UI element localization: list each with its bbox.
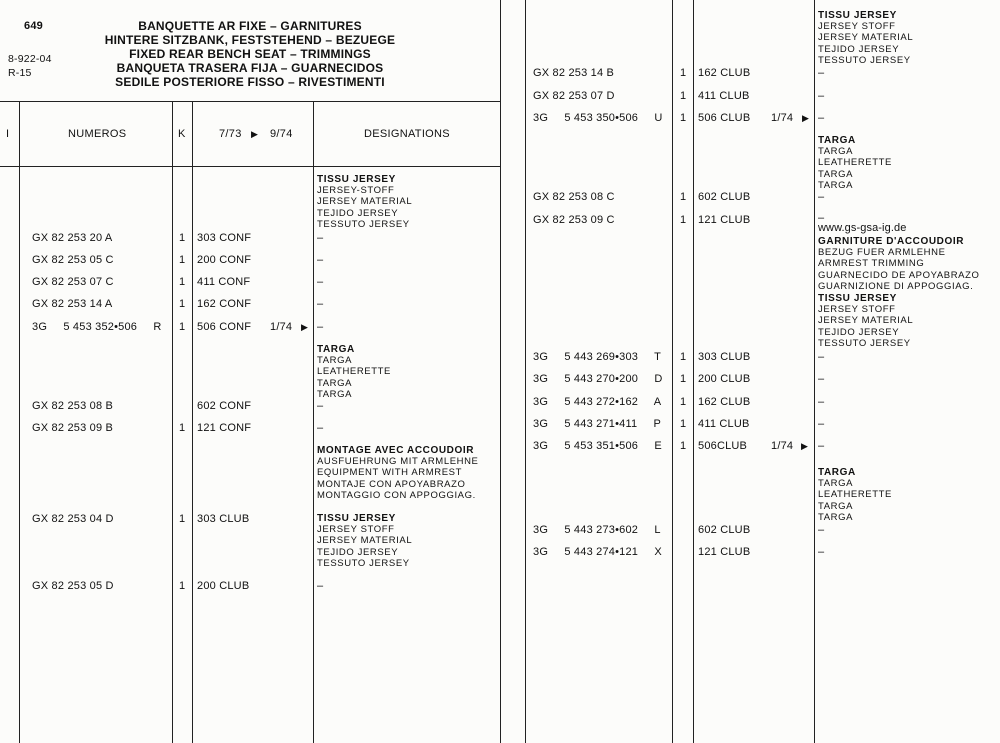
part-number: 3G 5 443 271•411 P bbox=[533, 418, 662, 430]
part-model: 162 CLUB bbox=[698, 396, 751, 408]
part-number: 3G 5 453 351•506 E bbox=[533, 440, 662, 452]
col-header-numeros: NUMEROS bbox=[68, 128, 127, 140]
part-number: GX 82 253 08 B bbox=[32, 400, 114, 412]
col-header-i: I bbox=[6, 128, 10, 140]
part-number: GX 82 253 14 B bbox=[533, 67, 615, 79]
part-number: GX 82 253 20 A bbox=[32, 232, 113, 244]
designation-line: TARGA bbox=[317, 377, 353, 389]
part-model: 303 CLUB bbox=[197, 513, 250, 525]
part-number: GX 82 253 09 C bbox=[533, 214, 615, 226]
part-number: GX 82 253 14 A bbox=[32, 298, 113, 310]
title-fr: BANQUETTE AR FIXE – GARNITURES bbox=[138, 19, 362, 33]
part-model: 121 CLUB bbox=[698, 214, 751, 226]
designation-block bbox=[317, 513, 412, 569]
part-number: 3G 5 443 274•121 X bbox=[533, 546, 662, 558]
designation-line: TARGA bbox=[317, 388, 353, 400]
designation-line: TEJIDO JERSEY bbox=[818, 326, 900, 338]
right-col-divider-dates bbox=[814, 0, 815, 743]
part-model: 411 CLUB bbox=[698, 418, 750, 430]
designation-block bbox=[317, 174, 412, 230]
part-model: 303 CLUB bbox=[698, 351, 751, 363]
designation-line: TESSUTO JERSEY bbox=[317, 557, 410, 569]
designation-line: TARGA bbox=[818, 146, 854, 158]
part-number: GX 82 253 05 D bbox=[32, 580, 114, 592]
right-col-divider-numeros bbox=[672, 0, 673, 743]
part-qty: 1 bbox=[680, 440, 687, 452]
part-desc: – bbox=[818, 524, 825, 536]
part-desc: – bbox=[818, 90, 825, 102]
right-col-divider-k bbox=[693, 0, 694, 743]
col-divider-k bbox=[192, 101, 193, 743]
part-desc: – bbox=[818, 112, 825, 124]
designation-heading: TARGA bbox=[818, 467, 856, 478]
designation-line: TARGA bbox=[818, 179, 854, 191]
designation-line: ARMREST TRIMMING bbox=[818, 258, 925, 270]
designation-heading: TARGA bbox=[317, 344, 355, 355]
col-header-k: K bbox=[178, 128, 186, 140]
part-date: 1/74 bbox=[771, 440, 794, 452]
designation-line: TARGA bbox=[317, 355, 353, 367]
part-model: 602 CLUB bbox=[698, 524, 751, 536]
designation-line: JERSEY-STOFF bbox=[317, 185, 395, 197]
header-divider-bottom bbox=[0, 166, 501, 167]
part-qty: 1 bbox=[179, 254, 186, 266]
designation-line: AUSFUEHRUNG MIT ARMLEHNE bbox=[317, 456, 479, 468]
designation-line: TARGA bbox=[818, 511, 854, 523]
part-desc: – bbox=[317, 254, 324, 266]
part-date: 1/74 bbox=[270, 321, 293, 333]
designation-line: LEATHERETTE bbox=[317, 366, 391, 378]
page-number: 649 bbox=[24, 20, 43, 32]
designation-line: MONTAGGIO CON APPOGGIAG. bbox=[317, 489, 476, 501]
part-number: 3G 5 443 272•162 A bbox=[533, 396, 662, 408]
part-desc: – bbox=[818, 351, 825, 363]
part-model: 506 CLUB bbox=[698, 112, 751, 124]
designation-line: TESSUTO JERSEY bbox=[818, 337, 911, 349]
part-number: 3G 5 453 352•506 R bbox=[32, 321, 162, 333]
revision-code: R-15 bbox=[8, 67, 32, 79]
date-arrow-icon: ▶ bbox=[802, 113, 809, 123]
part-desc: – bbox=[317, 276, 324, 288]
date-arrow-icon: ▶ bbox=[301, 322, 308, 332]
designation-heading: MONTAGE AVEC ACCOUDOIR bbox=[317, 445, 475, 456]
right-page-edge bbox=[525, 0, 526, 743]
part-model: 162 CLUB bbox=[698, 67, 751, 79]
part-model: 411 CONF bbox=[197, 276, 251, 288]
part-model: 303 CONF bbox=[197, 232, 252, 244]
page-title bbox=[80, 19, 420, 89]
designation-line: TARGA bbox=[818, 500, 854, 512]
designation-line: TARGA bbox=[818, 478, 854, 490]
designation-line: TESSUTO JERSEY bbox=[317, 218, 410, 230]
part-qty: 1 bbox=[680, 418, 687, 430]
part-qty: 1 bbox=[179, 580, 186, 592]
designation-line: TEJIDO JERSEY bbox=[818, 43, 900, 55]
reference-code: 8-922-04 bbox=[8, 53, 52, 65]
part-model: 506 CONF bbox=[197, 321, 252, 333]
designation-line: GUARNIZIONE DI APPOGGIAG. bbox=[818, 280, 974, 292]
part-desc: – bbox=[317, 232, 324, 244]
part-number: 3G 5 443 269•303 T bbox=[533, 351, 662, 363]
date-arrow-icon: ▶ bbox=[251, 129, 258, 139]
designation-line: JERSEY STOFF bbox=[818, 304, 896, 316]
part-qty: 1 bbox=[680, 373, 687, 385]
col-divider-numeros bbox=[172, 101, 173, 743]
part-desc: – bbox=[818, 67, 825, 79]
part-number: GX 82 253 04 D bbox=[32, 513, 114, 525]
part-desc: – bbox=[818, 418, 825, 430]
part-model: 200 CLUB bbox=[698, 373, 751, 385]
part-qty: 1 bbox=[680, 191, 687, 203]
part-number: GX 82 253 07 C bbox=[32, 276, 114, 288]
part-desc: – bbox=[818, 440, 825, 452]
designation-block bbox=[317, 344, 391, 400]
designation-line: LEATHERETTE bbox=[818, 157, 892, 169]
designation-line: MONTAJE CON APOYABRAZO bbox=[317, 478, 466, 490]
part-desc: – bbox=[317, 298, 324, 310]
part-qty: 1 bbox=[680, 112, 687, 124]
part-model: 411 CLUB bbox=[698, 90, 750, 102]
left-page-edge bbox=[500, 0, 501, 743]
part-qty: 1 bbox=[680, 90, 687, 102]
part-date: 1/74 bbox=[771, 112, 794, 124]
part-desc: – bbox=[818, 191, 825, 203]
part-number: 3G 5 443 273•602 L bbox=[533, 524, 661, 536]
part-model: 121 CONF bbox=[197, 422, 252, 434]
part-desc: – bbox=[818, 212, 825, 224]
part-qty: 1 bbox=[680, 351, 687, 363]
col-divider-i bbox=[19, 101, 20, 743]
part-qty: 1 bbox=[179, 298, 186, 310]
col-header-date-from: 7/73 bbox=[219, 128, 242, 140]
designation-heading: TARGA bbox=[818, 135, 856, 146]
part-model: 602 CLUB bbox=[698, 191, 751, 203]
watermark-url: www.gs-gsa-ig.de bbox=[818, 222, 907, 234]
date-arrow-icon: ▶ bbox=[801, 441, 808, 451]
part-qty: 1 bbox=[179, 232, 186, 244]
part-model: 121 CLUB bbox=[698, 546, 751, 558]
designation-line: JERSEY MATERIAL bbox=[818, 32, 914, 44]
part-desc: – bbox=[818, 546, 825, 558]
part-number: GX 82 253 05 C bbox=[32, 254, 114, 266]
designation-line: JERSEY MATERIAL bbox=[317, 535, 413, 547]
title-en: FIXED REAR BENCH SEAT – TRIMMINGS bbox=[129, 47, 371, 61]
title-de: HINTERE SITZBANK, FESTSTEHEND – BEZUEGE bbox=[104, 33, 396, 47]
part-number: 3G 5 443 270•200 D bbox=[533, 373, 663, 385]
part-model: 602 CONF bbox=[197, 400, 252, 412]
designation-line: GUARNECIDO DE APOYABRAZO bbox=[818, 269, 980, 281]
part-number: 3G 5 453 350•506 U bbox=[533, 112, 663, 124]
part-number: GX 82 253 09 B bbox=[32, 422, 114, 434]
part-model: 162 CONF bbox=[197, 298, 252, 310]
part-desc: – bbox=[317, 580, 324, 592]
designation-line: TESSUTO JERSEY bbox=[818, 54, 911, 66]
part-desc: – bbox=[317, 400, 324, 412]
designation-block bbox=[818, 236, 980, 292]
part-model: 506CLUB bbox=[698, 440, 748, 452]
part-qty: 1 bbox=[680, 67, 687, 79]
part-qty: 1 bbox=[179, 321, 186, 333]
designation-line: JERSEY STOFF bbox=[317, 524, 395, 536]
part-desc: – bbox=[317, 321, 324, 333]
part-qty: 1 bbox=[680, 214, 687, 226]
designation-line: JERSEY STOFF bbox=[818, 21, 896, 33]
designation-block bbox=[818, 10, 913, 66]
designation-heading: TISSU JERSEY bbox=[818, 293, 897, 304]
part-desc: – bbox=[818, 396, 825, 408]
designation-line: JERSEY MATERIAL bbox=[818, 315, 914, 327]
part-qty: 1 bbox=[179, 422, 186, 434]
designation-block bbox=[317, 445, 479, 501]
part-qty: 1 bbox=[680, 396, 687, 408]
designation-block bbox=[818, 293, 913, 349]
designation-block bbox=[818, 135, 892, 191]
designation-heading: GARNITURE D'ACCOUDOIR bbox=[818, 236, 965, 247]
designation-line: TARGA bbox=[818, 168, 854, 180]
designation-heading: TISSU JERSEY bbox=[317, 174, 396, 185]
col-divider-dates bbox=[313, 101, 314, 743]
designation-heading: TISSU JERSEY bbox=[818, 10, 897, 21]
designation-line: TEJIDO JERSEY bbox=[317, 207, 399, 219]
designation-line: LEATHERETTE bbox=[818, 489, 892, 501]
part-number: GX 82 253 07 D bbox=[533, 90, 615, 102]
title-es: BANQUETA TRASERA FIJA – GUARNECIDOS bbox=[116, 61, 384, 75]
designation-line: BEZUG FUER ARMLEHNE bbox=[818, 247, 946, 259]
part-model: 200 CLUB bbox=[197, 580, 250, 592]
part-desc: – bbox=[317, 422, 324, 434]
title-it: SEDILE POSTERIORE FISSO – RIVESTIMENTI bbox=[115, 75, 385, 89]
part-desc: – bbox=[818, 373, 825, 385]
part-qty: 1 bbox=[179, 276, 186, 288]
part-number: GX 82 253 08 C bbox=[533, 191, 615, 203]
part-qty: 1 bbox=[179, 513, 186, 525]
designation-line: JERSEY MATERIAL bbox=[317, 196, 413, 208]
designation-line: EQUIPMENT WITH ARMREST bbox=[317, 467, 462, 479]
col-header-designations: DESIGNATIONS bbox=[364, 128, 450, 140]
designation-line: TEJIDO JERSEY bbox=[317, 546, 399, 558]
header-divider-top bbox=[0, 101, 501, 102]
part-model: 200 CONF bbox=[197, 254, 252, 266]
designation-block bbox=[818, 467, 892, 523]
col-header-date-to: 9/74 bbox=[270, 128, 293, 140]
designation-heading: TISSU JERSEY bbox=[317, 513, 396, 524]
